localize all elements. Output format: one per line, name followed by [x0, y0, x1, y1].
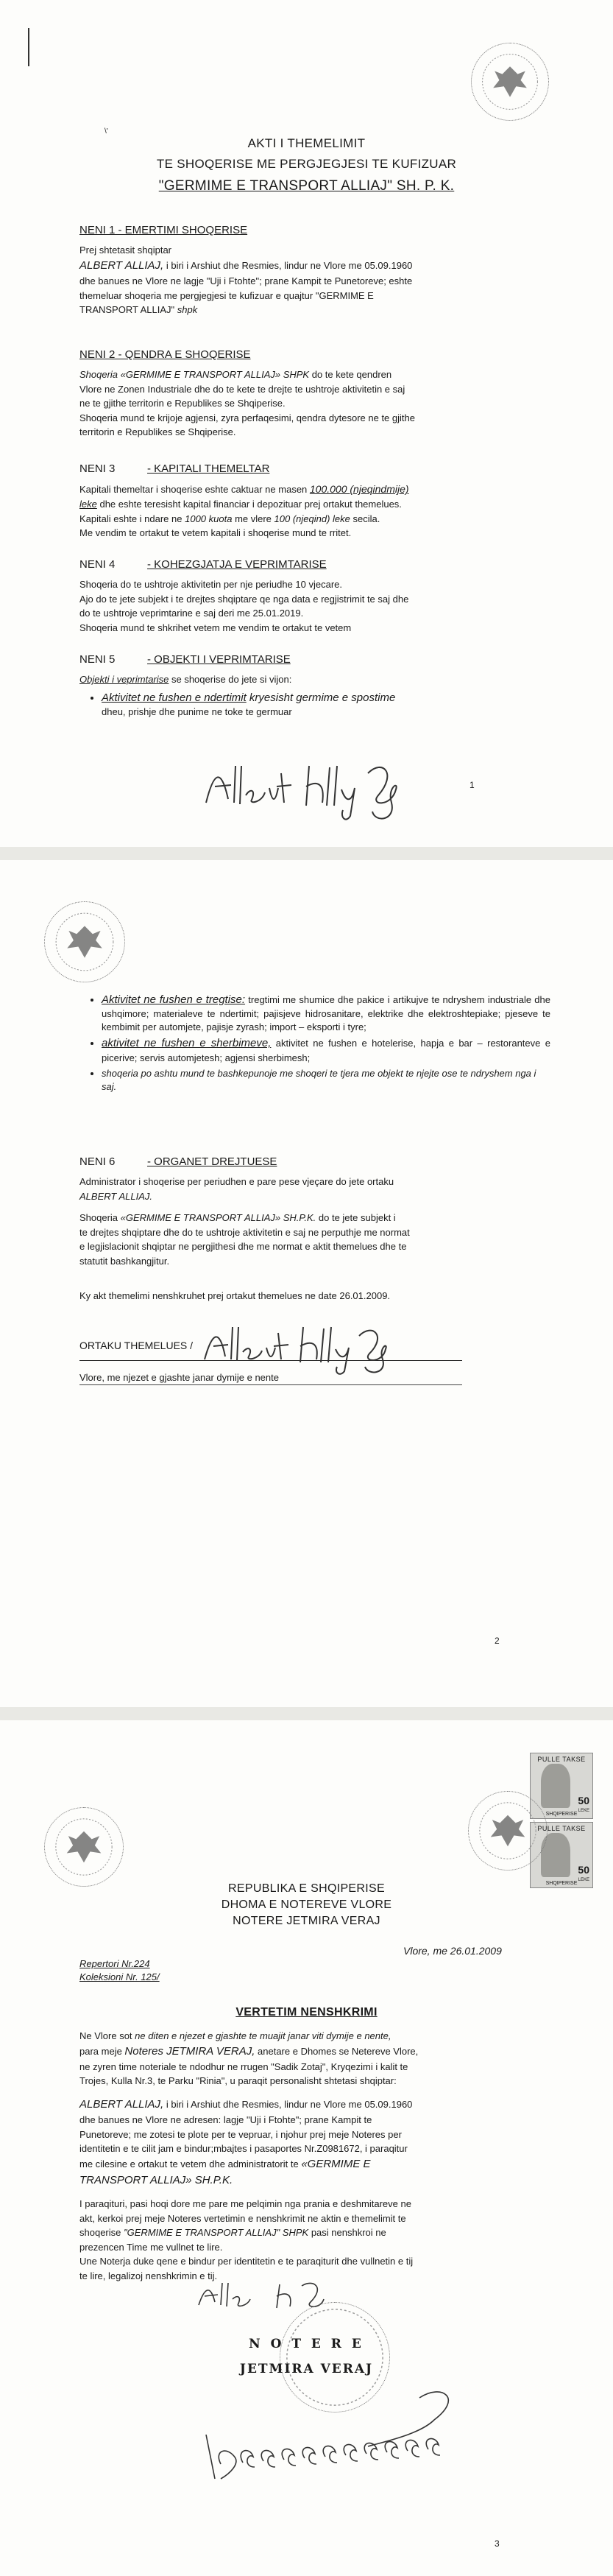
tax-stamp-country: SHQIPERISE — [545, 1811, 578, 1817]
neni-6 — [79, 1155, 550, 1270]
para-1-notary-name: Noteres JETMIRA VERAJ, — [124, 2044, 255, 2058]
capital-amount: 100.000 (njeqindmije) — [309, 483, 409, 496]
document-page-2 — [0, 860, 613, 1707]
certification-paragraph-2 — [79, 2097, 550, 2189]
founder-signature — [200, 1311, 414, 1377]
place-date-rule — [79, 1384, 462, 1385]
neni-2-line-1 — [79, 368, 550, 381]
para-3-text-3c: pasi nenshkroi ne — [308, 2227, 386, 2239]
notary-seal — [471, 43, 549, 121]
header-republic: REPUBLIKA E SHQIPERISE — [228, 1882, 385, 1895]
neni-3-text-3c: me vlere — [232, 513, 274, 524]
neni-6-line-2: ALBERT ALLIAJ. — [79, 1190, 152, 1202]
neni-2-line-3: ne te gjithe territorin e Republikes se Shqiperise. — [79, 398, 286, 409]
para-1-date-words: ne diten e njezet e gjashte te muajit janar viti dymije e nente, — [135, 2030, 391, 2041]
neni-6-company: «GERMIME E TRANSPORT ALLIAJ» SH.P.K. — [120, 1212, 316, 1224]
neni-2-text-1: do te kete qendren — [309, 369, 392, 381]
neni-6-text-3c: do te jete subjekt i — [316, 1212, 396, 1224]
activity-list — [102, 993, 550, 1093]
neni-2-company: Shoqeria «GERMIME E TRANSPORT ALLIAJ» SHPK — [79, 369, 310, 381]
neni-3 — [79, 462, 550, 541]
neni-4-title: - KOHEZGJATJA E VEPRIMTARISE — [147, 558, 327, 571]
founder-label: ORTAKU THEMELUES / — [79, 1340, 194, 1351]
certification-title: VERTETIM NENSHKRIMI — [235, 2006, 378, 2019]
para-1-line-3: ne zyren time noteriale te ndodhur ne rrugen "Sadik Zotaj", Kryqezimi i kalit te — [79, 2061, 408, 2072]
neni-4-heading — [79, 557, 550, 572]
activity-construction-detail-2: dheu, prishje dhe punime ne toke te germuar — [102, 706, 292, 718]
neni-1-text-1: i biri i Arshiut dhe Resmies, lindur ne Vlore me 05.09.1960 — [163, 259, 413, 271]
para-3-line-4: prezencen Time me vullnet te lire. — [79, 2241, 223, 2253]
neni-3-line-4: Me vendim te ortakut te vetem kapitali i shoqerise mund te rritet. — [79, 527, 352, 539]
act-title-line-2: TE SHOQERISE ME PERGJEGJESI TE KUFIZUAR — [156, 157, 457, 171]
activity-list — [102, 691, 550, 719]
neni-3-text-1a: Kapitali themeltar i shoqerise eshte caktuar ne masen — [79, 484, 310, 496]
closing-statement: Ky akt themelimi nenshkruhet prej ortakut themelues ne date 26.01.2009. — [79, 1290, 391, 1301]
place-date: Vlore, me njezet e gjashte janar dymije e nente — [79, 1372, 279, 1383]
para-2-company-a: «GERMIME E — [301, 2157, 371, 2170]
activity-trade-detail: tregtimi me shumice dhe pakice i artikujve te ndryshem industriale dhe ushqimore; materialeve te ndertimit; pajisjeve hidrosanitare, elektrike dhe elektroshtepiake; pjeseve te kembimit per automjete, pajisje zyrash; import – eksporti i tyre; — [102, 994, 550, 1032]
neni-3-line-3 — [79, 513, 550, 526]
neni-3-num: NENI 3 — [79, 462, 116, 475]
neni-1-intro: Prej shtetasit shqiptar — [79, 244, 172, 256]
margin-mark — [28, 28, 29, 66]
neni-2-heading: NENI 2 - QENDRA E SHOQERISE — [79, 348, 251, 361]
act-title-line-3: "GERMIME E TRANSPORT ALLIAJ" SH. P. K. — [158, 178, 455, 194]
tax-stamp-currency: LEKE — [578, 1808, 589, 1813]
para-1-line-4: Trojes, Kulla Nr.3, te Parku "Rinia", u paraqit personalisht shtetasi shqiptar: — [79, 2075, 397, 2087]
activity-services: aktivitet ne fushen e sherbimeve, — [102, 1037, 272, 1050]
neni-1-line-1 — [79, 258, 550, 273]
neni-5-intro-b: se shoqerise do jete si vijon: — [169, 674, 292, 686]
neni-1-line-4 — [79, 303, 550, 317]
para-3-company: "GERMIME E TRANSPORT ALLIAJ" SHPK — [123, 2227, 309, 2239]
neni-1-line-2: dhe banues ne Vlore ne lagje "Uji i Ftohte"; prane Kampit te Punetoreve; eshte — [79, 275, 413, 287]
small-mark: \' — [104, 127, 108, 136]
notary-seal — [44, 1807, 124, 1887]
para-2-line-6: TRANSPORT ALLIAJ» SH.P.K. — [79, 2174, 233, 2187]
page-gap — [0, 847, 613, 860]
quota-count: 1000 kuota — [185, 513, 233, 524]
header-notary: NOTERE JETMIRA VERAJ — [233, 1915, 380, 1927]
list-item — [102, 993, 550, 1033]
list-item — [102, 1067, 550, 1093]
neni-3-text-2b: dhe eshte teresisht kapital financiar i depozituar prej ortakut themelues. — [96, 499, 402, 510]
founder-name: ALBERT ALLIAJ, — [79, 258, 164, 272]
neni-4-line-4: Shoqeria mund te shkrihet vetem me vendim te ortakut te vetem — [79, 622, 352, 633]
neni-2-line-4: Shoqeria mund te krijoje agjensi, zyra perfaqesimi, qendra dytesore ne te gjithe — [79, 412, 415, 423]
page-gap — [0, 1707, 613, 1720]
neni-4 — [79, 557, 550, 636]
neni-5 — [79, 652, 550, 722]
repertori-number: Repertori Nr.224 — [79, 1958, 150, 1969]
tax-stamp-label: PULLE TAKSE — [537, 1825, 586, 1832]
deed-date: Vlore, me 26.01.2009 — [403, 1945, 502, 1957]
document-page-1 — [0, 0, 613, 847]
para-3-text-3a: shoqerise — [79, 2227, 124, 2239]
neni-3-text-3a: Kapitali eshte i ndare ne — [79, 513, 185, 524]
neni-1-line-3: themeluar shoqeria me pergjegjesi te kufizuar e quajtur "GERMIME E — [79, 289, 374, 301]
neni-3-title: - KAPITALI THEMELTAR — [147, 462, 270, 475]
tax-stamp-label: PULLE TAKSE — [537, 1756, 586, 1763]
header-chamber: DHOMA E NOTEREVE VLORE — [221, 1898, 392, 1911]
para-2-line-2: dhe banues ne Vlore ne adresen: lagje "Uji i Ftohte"; prane Kampit te — [79, 2114, 372, 2126]
activity-construction-detail: kryesisht germime e spostime — [246, 691, 396, 704]
activity-trade: Aktivitet ne fushen e tregtise: — [102, 993, 246, 1006]
para-2-line-3: Punetoreve; me zotesi te plote per te vepruar, i njohur prej meje Noteres per — [79, 2128, 402, 2140]
para-3-line-3 — [79, 2226, 550, 2239]
neni-2 — [79, 348, 550, 440]
page-number: 1 — [470, 780, 475, 790]
koleksioni-number: Koleksioni Nr. 125/ — [79, 1971, 160, 1982]
neni-6-line-3 — [79, 1211, 550, 1225]
notary-name: JETMIRA VERAJ — [239, 2362, 374, 2376]
activity-list-continued — [79, 993, 550, 1096]
neni-6-line-4: te drejtes shqiptare dhe do te ushtroje aktivitetin e saj ne perputhje me normat — [79, 1226, 410, 1238]
para-1-text-1a: Ne Vlore sot — [79, 2030, 135, 2041]
neni-6-line-1: Administrator i shoqerise per periudhen e pare pese vjeçare do jete ortaku — [79, 1176, 394, 1188]
para-2-text-5a: me cilesine e ortakut te vetem dhe administratorit te — [79, 2158, 302, 2169]
neni-6-text-3a: Shoqeria — [79, 1212, 121, 1224]
neni-5-heading — [79, 652, 550, 667]
tax-stamp-value: 50 — [578, 1864, 589, 1876]
neni-6-line-5: e legjislacionit shqiptar ne pergjithesi dhe me normat e aktit themelues dhe te — [79, 1241, 407, 1253]
tax-stamp-country: SHQIPERISE — [545, 1880, 578, 1886]
neni-6-title: - ORGANET DREJTUESE — [147, 1155, 277, 1168]
list-item — [102, 1036, 550, 1064]
neni-3-heading — [79, 462, 550, 476]
neni-4-line-3: do te ushtroje veprimtarine e saj deri me 25.01.2019. — [79, 608, 304, 619]
para-3-line-2: akt, kerkoi prej meje Noteres vertetimin e nenshkrimit ne aktin e themelimit te — [79, 2212, 406, 2224]
neni-5-intro — [79, 673, 550, 686]
neni-4-num: NENI 4 — [79, 558, 116, 571]
neni-3-line-1 — [79, 482, 550, 496]
neni-6-num: NENI 6 — [79, 1155, 116, 1168]
neni-5-intro-a: Objekti i veprimtarise — [79, 674, 169, 686]
certification-paragraph-3 — [79, 2197, 550, 2284]
tax-stamp-currency: LEKE — [578, 1877, 589, 1882]
list-item — [102, 691, 550, 719]
para-3-line-1: I paraqituri, pasi hoqi dore me pare me pelqimin nga prania e deshmitareve ne — [79, 2198, 411, 2209]
para-2-person-name: ALBERT ALLIAJ, — [79, 2098, 164, 2111]
neni-2-line-2: Vlore ne Zonen Industriale dhe do te kete te drejte te ushtroje aktivitetin e saj — [79, 383, 405, 395]
para-1-text-2a: para meje — [79, 2045, 125, 2057]
neni-3-line-2 — [79, 498, 550, 511]
document-page-3 — [0, 1720, 613, 2576]
para-2-line-4: identitetin e te cilit jam e bindur;mbajtes i pasaportes Nr.Z0981672, i paraqitur — [79, 2143, 408, 2155]
notary-signature — [199, 2376, 478, 2486]
act-title-line-1: AKTI I THEMELIMIT — [247, 136, 366, 150]
tax-stamp-value: 50 — [578, 1795, 589, 1807]
neni-3-text-3e: secila. — [350, 513, 380, 524]
neni-1-text-4b: shpk — [174, 304, 198, 316]
page-number: 3 — [495, 2538, 500, 2549]
neni-6-heading — [79, 1155, 550, 1169]
quota-value: 100 (njeqind) leke — [274, 513, 350, 524]
para-3-line-5: Une Noterja duke qene e bindur per identitetin e te paraqiturit dhe vullnetin e tij — [79, 2256, 414, 2267]
notary-seal — [44, 901, 125, 982]
activity-services-detail: aktivitet ne fushen e hotelerise, hapja e bar – restoranteve e picerive; servis automjetesh; agjensi sherbimesh; — [102, 1038, 550, 1063]
activity-cooperation: shoqeria po ashtu mund te bashkepunoje me shoqeri te tjera me objekt te njejte ose te ndryshem nga i saj. — [102, 1068, 536, 1092]
certification-paragraph-1 — [79, 2030, 550, 2089]
neni-5-num: NENI 5 — [79, 653, 116, 666]
neni-1 — [79, 223, 550, 318]
neni-5-title: - OBJEKTI I VEPRIMTARISE — [147, 653, 291, 666]
para-2-line-1 — [79, 2097, 550, 2112]
neni-4-line-1: Shoqeria do te ushtroje aktivitetin per nje periudhe 10 vjecare. — [79, 579, 342, 591]
neni-2-line-5: territorin e Republikes se Shqiperise. — [79, 426, 236, 438]
founder-signature — [199, 744, 427, 825]
neni-1-text-4: TRANSPORT ALLIAJ" — [79, 304, 175, 316]
notary-seal — [468, 1791, 548, 1871]
para-2-text-1: i biri i Arshiut dhe Resmies, lindur ne Vlore me 05.09.1960 — [163, 2099, 413, 2110]
activity-construction: Aktivitet ne fushen e ndertimit — [102, 691, 247, 704]
neni-4-line-2: Ajo do te jete subjekt i te drejtes shqiptare qe nga data e regjistrimit te saj dhe — [79, 593, 409, 605]
para-1-line-1 — [79, 2030, 550, 2043]
notary-label: N O T E R E — [249, 2337, 364, 2351]
neni-1-heading: NENI 1 - EMERTIMI SHOQERISE — [79, 224, 248, 236]
neni-6-line-6: statutit bashkangjitur. — [79, 1255, 170, 1267]
page-number: 2 — [495, 1636, 500, 1646]
para-1-text-2c: anetare e Dhomes se Netereve Vlore, — [255, 2045, 419, 2057]
capital-currency: leke — [79, 499, 97, 510]
para-1-line-2 — [79, 2044, 550, 2059]
para-2-line-5 — [79, 2157, 550, 2172]
para-3-line-6: te lire, legalizoj nenshkrimin e tij. — [79, 2270, 218, 2281]
